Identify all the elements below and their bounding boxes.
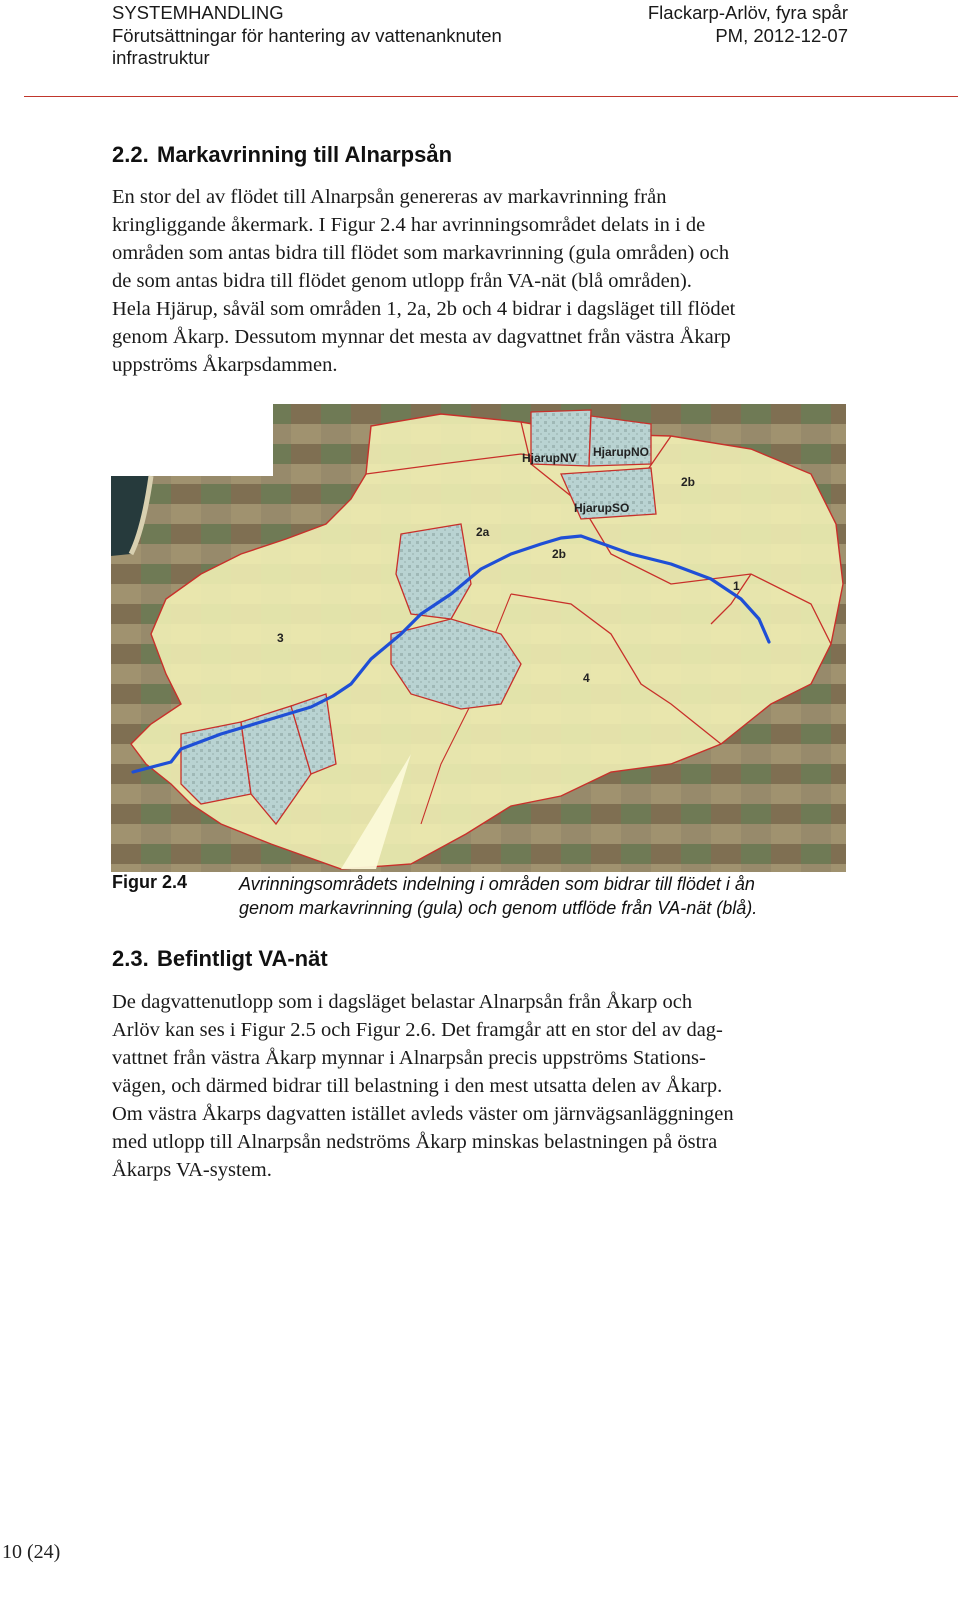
body-line: genom Åkarp. Dessutom mynnar det mesta av dagvattnet från västra Åkarp <box>112 326 731 348</box>
header-right <box>548 2 848 47</box>
map-label-2b-south: 2b <box>552 547 567 561</box>
caption-line: genom markavrinning (gula) och genom utflöde från VA-nät (blå). <box>239 898 758 918</box>
body-line: med utlopp till Alnarpsån nedströms Åkarp minskas belastningen på östra <box>112 1131 718 1153</box>
section-number: 2.3. <box>112 946 149 971</box>
body-line: Om västra Åkarps dagvatten istället avleds väster om järnvägsanläggningen <box>112 1103 734 1125</box>
body-line: de som antas bidra till flödet genom utlopp från VA-nät (blå områden). <box>112 270 692 292</box>
body-line: Åkarps VA-system. <box>112 1159 272 1181</box>
body-line: Hela Hjärup, såväl som områden 1, 2a, 2b och 4 bidrar i dagsläget till flödet <box>112 298 736 320</box>
figure-caption <box>239 872 859 920</box>
body-line: En stor del av flödet till Alnarpsån genereras av markavrinning från <box>112 186 667 208</box>
header-doc-title-line1: Förutsättningar för hantering av vattenanknuten <box>112 24 502 46</box>
page-number: 10 (24) <box>2 1541 61 1563</box>
header-divider <box>24 96 958 97</box>
map-label-hjarup-no: HjarupNO <box>593 445 650 459</box>
header-left <box>112 2 572 70</box>
map-label-4: 4 <box>583 671 590 685</box>
section-title: Befintligt VA-nät <box>157 946 328 971</box>
section-2-3-body <box>112 988 872 1184</box>
section-title: Markavrinning till Alnarpsån <box>157 142 453 167</box>
catchment-map-figure <box>111 404 846 872</box>
body-line: Arlöv kan ses i Figur 2.5 och Figur 2.6. Det framgår att en stor del av dag- <box>112 1019 723 1041</box>
header-doc-type: SYSTEMHANDLING <box>112 2 284 23</box>
map-label-2b-north: 2b <box>681 475 696 489</box>
body-line: De dagvattenutlopp som i dagsläget belastar Alnarpsån från Åkarp och <box>112 991 693 1013</box>
body-line: områden som antas bidra till flödet som markavrinning (gula områden) och <box>112 242 730 264</box>
figure-label: Figur 2.4 <box>112 872 188 892</box>
section-2-2-body <box>112 183 872 379</box>
caption-line: Avrinningsområdets indelning i områden som bidrar till flödet i ån <box>239 874 755 894</box>
body-line: kringliggande åkermark. I Figur 2.4 har avrinningsområdet delats in i de <box>112 214 706 236</box>
white-corner <box>111 404 273 476</box>
map-label-hjarup-nv: HjarupNV <box>522 451 577 465</box>
body-line: vägen, och därmed bidrar till belastning i den mest utsatta delen av Åkarp. <box>112 1075 723 1097</box>
header-doc-title-line2: infrastruktur <box>112 47 210 68</box>
map-label-hjarup-so: HjarupSO <box>574 501 630 515</box>
body-line: vattnet från västra Åkarp mynnar i Alnarpsån precis uppströms Stations- <box>112 1047 706 1069</box>
body-line: uppströms Åkarpsdammen. <box>112 354 338 376</box>
map-label-2a: 2a <box>476 525 490 539</box>
map-label-3: 3 <box>277 631 284 645</box>
catchment-map <box>111 404 846 872</box>
section-heading-2-3 <box>112 946 328 972</box>
header-date: PM, 2012-12-07 <box>715 24 848 46</box>
map-label-1: 1 <box>733 579 740 593</box>
section-number: 2.2. <box>112 142 149 167</box>
section-heading-2-2 <box>112 142 452 168</box>
header-project: Flackarp-Arlöv, fyra spår <box>647 2 848 23</box>
